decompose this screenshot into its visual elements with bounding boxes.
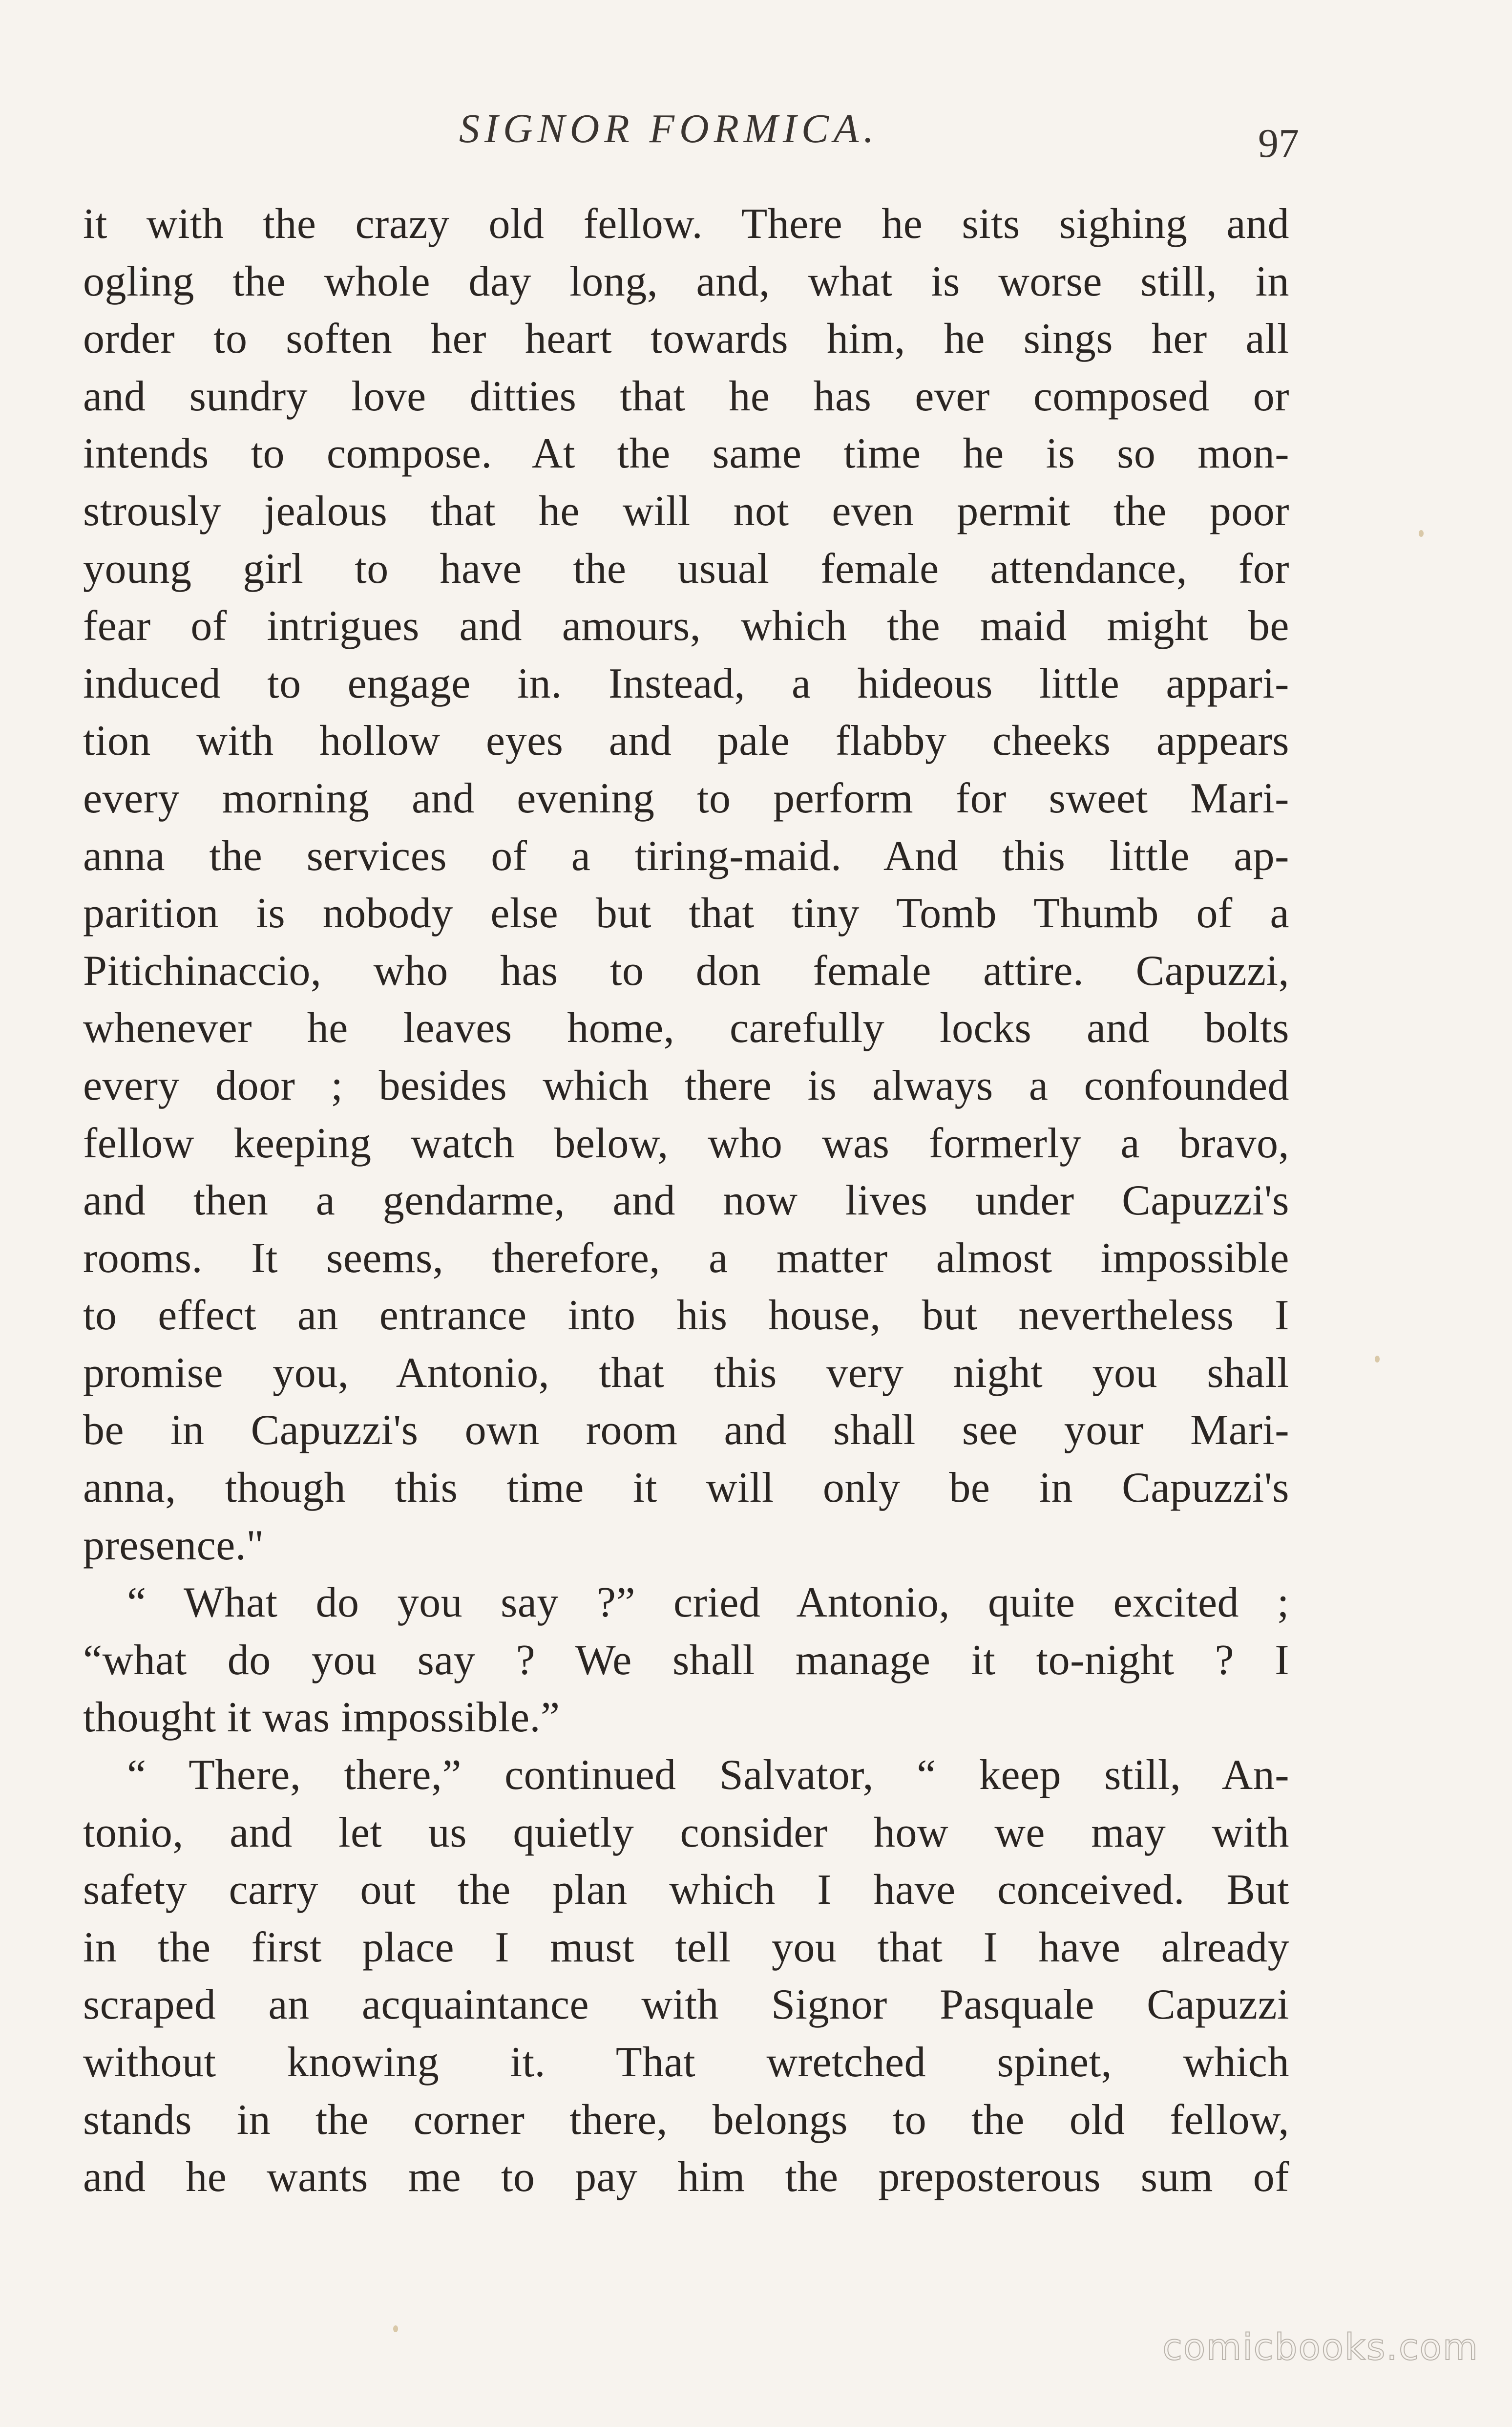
text-line: “what do you say ? We shall manage it to-night ? I: [83, 1636, 1289, 1684]
text-line: stands in the corner there, belongs to the old fellow,: [83, 2096, 1289, 2144]
running-title: SIGNOR FORMICA.: [459, 106, 879, 151]
text-line: anna the services of a tiring-maid. And this little ap-: [83, 832, 1289, 880]
text-line: “ There, there,” continued Salvator, “ keep still, An-: [127, 1751, 1289, 1799]
paper-speck: [393, 2325, 398, 2332]
text-line: every morning and evening to perform for sweet Mari-: [83, 774, 1289, 822]
text-line: every door ; besides which there is always a confounded: [83, 1062, 1289, 1109]
text-line: without knowing it. That wretched spinet, which: [83, 2039, 1289, 2086]
text-line: tion with hollow eyes and pale flabby cheeks appears: [83, 717, 1289, 765]
text-line: fellow keeping watch below, who was formerly a bravo,: [83, 1119, 1289, 1167]
text-line: strously jealous that he will not even permit the poor: [83, 487, 1289, 535]
text-line: and he wants me to pay him the preposterous sum of: [83, 2153, 1289, 2201]
text-line: to effect an entrance into his house, but nevertheless I: [83, 1292, 1289, 1340]
paper-speck: [1419, 530, 1424, 537]
text-line: in the first place I must tell you that I have already: [83, 1923, 1289, 1971]
text-line: and then a gendarme, and now lives under Capuzzi's: [83, 1177, 1289, 1225]
text-line: “ What do you say ?” cried Antonio, quite excited ;: [127, 1579, 1289, 1627]
text-line: ogling the whole day long, and, what is worse still, in: [83, 257, 1289, 305]
text-line: young girl to have the usual female attendance, for: [83, 545, 1289, 593]
text-line: tonio, and let us quietly consider how we may with: [83, 1809, 1289, 1856]
text-line: anna, though this time it will only be in Capuzzi's: [83, 1464, 1289, 1512]
watermark: comicbooks.com: [1162, 2326, 1479, 2368]
text-line: safety carry out the plan which I have conceived. But: [83, 1866, 1289, 1914]
text-line: fear of intrigues and amours, which the maid might be: [83, 602, 1289, 650]
text-line: promise you, Antonio, that this very night you shall: [83, 1349, 1289, 1397]
text-line: Pitichinaccio, who has to don female attire. Capuzzi,: [83, 947, 1289, 995]
text-line: scraped an acquaintance with Signor Pasquale Capuzzi: [83, 1981, 1289, 2029]
body-text: [83, 195, 1289, 2206]
running-head: [88, 105, 1299, 166]
text-line: thought it was impossible.”: [83, 1694, 560, 1742]
text-line: intends to compose. At the same time he is so mon-: [83, 430, 1289, 478]
text-line: be in Capuzzi's own room and shall see your Mari-: [83, 1406, 1289, 1454]
text-line: rooms. It seems, therefore, a matter almost impossible: [83, 1234, 1289, 1282]
text-line: it with the crazy old fellow. There he sits sighing and: [83, 200, 1289, 248]
text-line: and sundry love ditties that he has ever composed or: [83, 372, 1289, 420]
text-line: presence.": [83, 1521, 264, 1569]
text-line: parition is nobody else but that tiny Tomb Thumb of a: [83, 890, 1289, 937]
page-number: 97: [1258, 121, 1299, 166]
text-line: induced to engage in. Instead, a hideous little appari-: [83, 660, 1289, 707]
text-line: whenever he leaves home, carefully locks and bolts: [83, 1004, 1289, 1052]
paper-speck: [1375, 1356, 1380, 1363]
text-line: order to soften her heart towards him, he sings her all: [83, 315, 1289, 363]
